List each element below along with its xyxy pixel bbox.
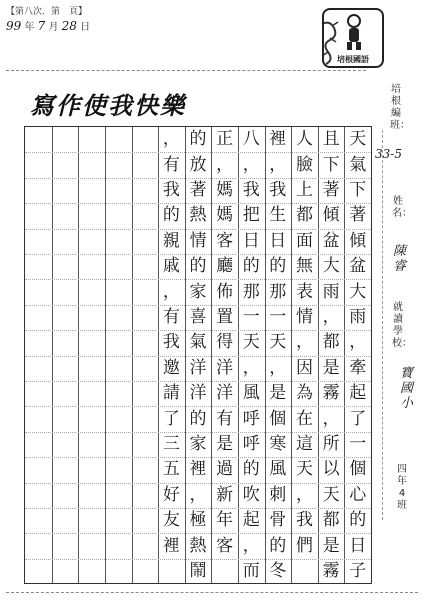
essay-character: 個	[269, 408, 287, 429]
logo-stamp	[322, 8, 384, 68]
grade-label: 四年4班	[397, 464, 407, 511]
essay-character: 放	[189, 154, 207, 175]
essay-character: 正	[216, 129, 234, 150]
essay-character: 呼	[242, 408, 260, 429]
essay-character: 置	[216, 306, 234, 327]
essay-character: 骨	[269, 510, 287, 531]
essay-character: 下	[349, 179, 367, 200]
essay-character: 而	[242, 560, 260, 581]
essay-character: ，	[242, 154, 260, 175]
essay-character: 風	[242, 383, 260, 404]
essay-character: 鬧	[189, 560, 207, 581]
essay-character: 洋	[189, 383, 207, 404]
essay-character: 極	[189, 510, 207, 531]
essay-character: 氣	[349, 154, 367, 175]
essay-character: 客	[216, 230, 234, 251]
essay-character: 吹	[242, 484, 260, 505]
month-label: 月	[48, 22, 59, 33]
essay-title: 寫作使我快樂	[30, 91, 186, 120]
essay-character: 請	[162, 383, 180, 404]
essay-character: 我	[162, 332, 180, 353]
essay-character: 下	[322, 154, 340, 175]
bottom-divider	[6, 592, 418, 593]
essay-character: 刺	[269, 484, 287, 505]
essay-character: 臉	[295, 154, 313, 175]
essay-character: 們	[295, 535, 313, 556]
date-line	[6, 18, 90, 33]
essay-character: 都	[322, 510, 340, 531]
top-divider	[6, 70, 366, 71]
essay-character: 霧	[322, 383, 340, 404]
essay-character: 所	[322, 433, 340, 454]
essay-character: 邀	[162, 357, 180, 378]
essay-character: 雨	[349, 306, 367, 327]
essay-character: 日	[349, 535, 367, 556]
essay-character: 我	[269, 179, 287, 200]
essay-character: 子	[349, 560, 367, 581]
essay-character: 傾	[322, 205, 340, 226]
year-label: 年	[24, 22, 35, 33]
essay-character: 親	[162, 230, 180, 251]
essay-character: 有	[162, 154, 180, 175]
essay-character: 一	[242, 306, 260, 327]
essay-character: 著	[349, 205, 367, 226]
essay-character: ，	[322, 408, 340, 429]
essay-character: ，	[295, 484, 313, 505]
essay-character: 洋	[189, 357, 207, 378]
essay-character: 客	[216, 535, 234, 556]
essay-character: 過	[216, 459, 234, 480]
day-label: 日	[80, 22, 91, 33]
essay-character: 天	[295, 459, 313, 480]
essay-character: 呼	[242, 433, 260, 454]
essay-character: 面	[295, 230, 313, 251]
essay-character: 日	[242, 230, 260, 251]
essay-character: 新	[216, 484, 234, 505]
date-year: 99	[6, 19, 22, 33]
essay-character: 友	[162, 510, 180, 531]
essay-character: 大	[322, 256, 340, 277]
essay-character: 的	[189, 129, 207, 150]
essay-character: 的	[162, 205, 180, 226]
essay-character: ，	[242, 357, 260, 378]
essay-character: 的	[189, 256, 207, 277]
essay-character: 天	[322, 484, 340, 505]
essay-character: 寒	[269, 433, 287, 454]
school-label: 就讀學校：	[392, 302, 412, 349]
essay-character: 媽	[216, 205, 234, 226]
essay-character: 因	[295, 357, 313, 378]
essay-character: 人	[295, 129, 313, 150]
school-name: 寶國小	[400, 366, 414, 411]
essay-character: 了	[162, 408, 180, 429]
essay-character: 盆	[322, 230, 340, 251]
essay-character: 盆	[349, 256, 367, 277]
essay-character: 年	[216, 510, 234, 531]
header-info: 【第八次．第 頁】	[6, 7, 88, 17]
essay-character: ，	[216, 154, 234, 175]
class-label: 培根編班：	[390, 84, 410, 131]
essay-character: 上	[295, 179, 313, 200]
essay-character: 冬	[269, 560, 287, 581]
essay-character: 天	[349, 129, 367, 150]
essay-character: 佈	[216, 281, 234, 302]
essay-character: 把	[242, 205, 260, 226]
essay-character: 是	[322, 535, 340, 556]
essay-character: ，	[242, 535, 260, 556]
essay-character: 的	[269, 256, 287, 277]
essay-character: 一	[349, 433, 367, 454]
essay-grid	[24, 126, 372, 584]
essay-character: 我	[242, 179, 260, 200]
essay-character: 熱	[189, 535, 207, 556]
essay-character: 廳	[216, 256, 234, 277]
sidebar-divider	[382, 130, 383, 520]
essay-character: 日	[269, 230, 287, 251]
essay-character: 八	[242, 129, 260, 150]
essay-character: 大	[349, 281, 367, 302]
essay-character: ，	[349, 332, 367, 353]
date-month: 7	[37, 19, 46, 33]
essay-character: 我	[295, 510, 313, 531]
essay-character: 是	[216, 433, 234, 454]
essay-character: 以	[322, 459, 340, 480]
essay-character: 生	[269, 205, 287, 226]
essay-character: 裡	[162, 535, 180, 556]
student-name: 陳睿	[393, 244, 407, 274]
date-day: 28	[61, 19, 77, 33]
essay-character: 個	[349, 459, 367, 480]
essay-character: 那	[269, 281, 287, 302]
essay-character: 且	[322, 129, 340, 150]
essay-character: 天	[242, 332, 260, 353]
essay-character: 霧	[322, 560, 340, 581]
essay-character: 情	[189, 230, 207, 251]
essay-character: 雨	[322, 281, 340, 302]
essay-character: 洋	[216, 383, 234, 404]
essay-character: 戚	[162, 256, 180, 277]
essay-character: 心	[349, 484, 367, 505]
name-label: 姓名：	[392, 196, 412, 219]
essay-character: 家	[189, 281, 207, 302]
essay-character: 情	[295, 306, 313, 327]
essay-character: 三	[162, 433, 180, 454]
essay-character: 為	[295, 383, 313, 404]
essay-character: 的	[242, 459, 260, 480]
essay-character: 著	[189, 179, 207, 200]
essay-character: 的	[269, 535, 287, 556]
essay-character: 都	[295, 205, 313, 226]
essay-character: 都	[322, 332, 340, 353]
essay-character: 得	[216, 332, 234, 353]
mascot-icon	[343, 12, 365, 52]
essay-character: 了	[349, 408, 367, 429]
essay-character: 是	[322, 357, 340, 378]
essay-character: 氣	[189, 332, 207, 353]
essay-character: 這	[295, 433, 313, 454]
essay-character: 牽	[349, 357, 367, 378]
essay-character: 在	[295, 408, 313, 429]
essay-character: 天	[269, 332, 287, 353]
stamp-text: 培根國語	[337, 55, 369, 64]
essay-character: 那	[242, 281, 260, 302]
essay-character: ，	[189, 484, 207, 505]
essay-character: 洋	[216, 357, 234, 378]
essay-character: 媽	[216, 179, 234, 200]
essay-character: 我	[162, 179, 180, 200]
essay-character: 裡	[269, 129, 287, 150]
essay-character: 好	[162, 484, 180, 505]
essay-character: ，	[322, 306, 340, 327]
essay-character: 家	[189, 433, 207, 454]
essay-character: 喜	[189, 306, 207, 327]
essay-character: 的	[189, 408, 207, 429]
essay-character: 風	[269, 459, 287, 480]
essay-character: 有	[162, 306, 180, 327]
essay-character: 熱	[189, 205, 207, 226]
essay-character: 著	[322, 179, 340, 200]
essay-character: ，	[162, 281, 180, 302]
essay-character: 五	[162, 459, 180, 480]
essay-character: ，	[269, 154, 287, 175]
essay-character: 裡	[189, 459, 207, 480]
essay-character: 表	[295, 281, 313, 302]
essay-character: 傾	[349, 230, 367, 251]
essay-character: 是	[269, 383, 287, 404]
essay-character: 一	[269, 306, 287, 327]
class-value: 33-5	[375, 147, 402, 161]
essay-character: ，	[269, 357, 287, 378]
essay-character: 的	[349, 510, 367, 531]
essay-character: ，	[295, 332, 313, 353]
essay-character: ，	[162, 129, 180, 150]
essay-character: 有	[216, 408, 234, 429]
essay-character: 無	[295, 256, 313, 277]
essay-character: 起	[242, 510, 260, 531]
essay-character: 的	[242, 256, 260, 277]
essay-character: 起	[349, 383, 367, 404]
